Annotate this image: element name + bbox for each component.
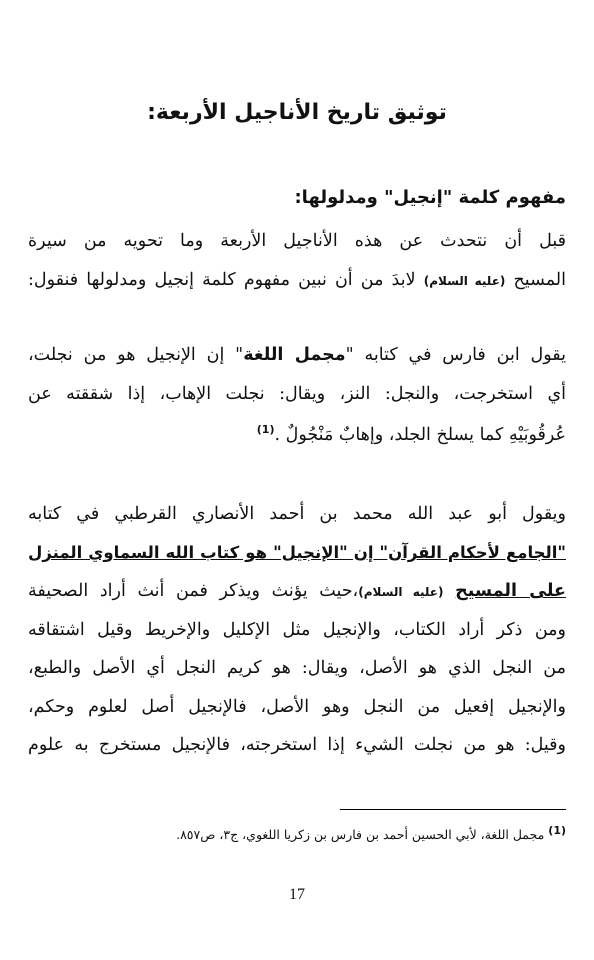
paragraph-3-line-3 [28,583,566,601]
paragraph-1-line-1: قبل أن نتحدث عن هذه الأناجيل الأربعة وما تحويه من سيرة [28,231,566,251]
paragraph-2-line-2: أي استخرجت، والنجل: النز، ويقال: نجلت الإهاب، إذا شققته عن [28,384,566,404]
book-title-mujmal: مجمل اللغة [243,345,346,365]
paragraph-3-line-7: وقيل: هو من نجلت الشيء إذا استخرجته، فالإنجيل مستخرج به علوم [28,735,566,755]
ala-al-masih: على المسيح [455,581,566,601]
peace-be-upon-him: (عليه السلام) [423,274,506,288]
paragraph-3-line-1: ويقول أبو عبد الله محمد بن أحمد الأنصاري القرطبي في كتابه [28,504,566,524]
paragraph-3-line-5: من النجل الذي هو الأصل، ويقال: هو كريم النجل أي الأصل والطبع، [28,658,566,678]
footnote-divider [340,809,566,810]
paragraph-2-line-1-end: " إن الإنجيل هو من نجلت، [28,345,244,365]
section-title: توثيق تاريخ الأناجيل الأربعة: [147,100,447,125]
paragraph-2-line-3 [28,424,566,444]
paragraph-3-line-3-rest: ،حيث يؤنث ويذكر فمن أنث أراد الصحيفة [28,581,359,601]
paragraph-3-line-2: "الجامع لأحكام القرآن" إن "الإنجيل" هو كتاب الله السماوي المنزل [28,543,566,562]
footnote-ref-1: (1) [256,423,275,436]
paragraph-2-line-1-start: يقول ابن فارس في كتابه " [345,345,566,365]
page-number: 17 [289,886,305,903]
footnote-number: (1) [548,824,566,837]
paragraph-2-line-3-text: عُرقُوبَيْهِ كما يسلخ الجلد، وإهابٌ مَنْجُولٌ . [274,424,566,445]
footnote-text: مجمل اللغة، لأبي الحسين أحمد بن فارس بن زكريا اللغوي، ج٣، ص٨٥٧. [176,827,545,843]
messiah-word: المسيح [513,270,566,290]
paragraph-1-line-2-rest: لابدَ من أن نبين مفهوم كلمة إنجيل ومدلولها فنقول: [28,270,416,290]
peace-be-upon-him-2: (عليه السلام) [358,585,444,599]
paragraph-3-line-6: والإنجيل إفعيل من النجل وهو الأصل، فالإنجيل أصل لعلوم وحكم، [28,697,566,717]
subsection-heading: مفهوم كلمة "إنجيل" ومدلولها: [294,187,566,208]
footnote [28,824,566,842]
paragraph-2-line-1 [28,347,566,365]
paragraph-1-line-2 [28,272,566,290]
paragraph-3-line-4: ومن ذكر أراد الكتاب، والإنجيل مثل الإكليل والإخريط وقيل اشتقاقه [28,620,566,640]
